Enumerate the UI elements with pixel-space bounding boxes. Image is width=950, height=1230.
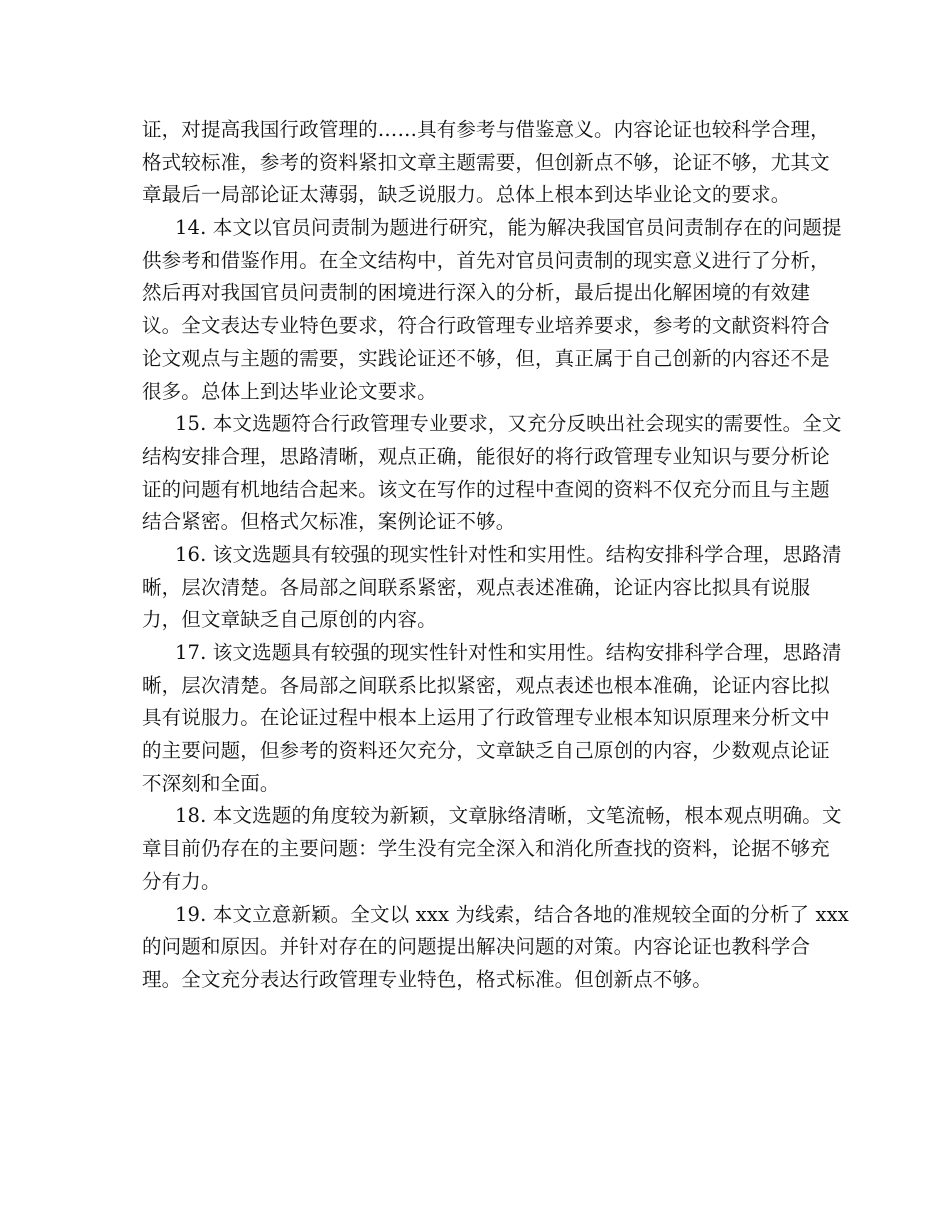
text-line: 不深刻和全面。 [142,771,280,795]
text-line: 17. 该文选题具有较强的现实性针对性和实用性。结构安排科学合理，思路清 [175,641,842,664]
text-line: 格式较标准，参考的资料紧扣文章主题需要，但创新点不够，论证不够，尤其文 [142,150,830,174]
text-line: 的主要问题，但参考的资料还欠充分，文章缺乏自己原创的内容，少数观点论证 [142,739,830,763]
text-line: 16. 该文选题具有较强的现实性针对性和实用性。结构安排科学合理，思路清 [175,542,842,566]
text-line: 证的问题有机地结合起来。该文在写作的过程中查阅的资料不仅充分而且与主题 [142,477,830,501]
text-line: 19. 本文立意新颖。全文以 xxx 为线索，结合各地的准规较全面的分析了 xxx [175,902,849,926]
text-line: 晰，层次清楚。各局部之间联系比拟紧密，观点表述也根本准确，论证内容比拟 [142,673,830,697]
text-line: 分有力。 [142,869,221,893]
text-line: 议。全文表达专业特色要求，符合行政管理专业培养要求，参考的文献资料符合 [142,314,830,338]
paragraph-15 [142,408,842,539]
paragraph-16 [142,539,842,637]
text-line: 理。全文充分表达行政管理专业特色，格式标准。但创新点不够。 [142,967,712,991]
text-line: 14. 本文以官员问责制为题进行研究，能为解决我国官员问责制存在的问题提 [175,216,842,240]
text-line: 证，对提高我国行政管理的……具有参考与借鉴意义。内容论证也较科学合理， [142,118,830,141]
text-line: 具有说服力。在论证过程中根本上运用了行政管理专业根本知识原理来分析文中 [142,706,830,730]
paragraph-19 [142,899,849,997]
paragraph-17 [142,637,842,800]
text-line: 结合紧密。但格式欠标准，案例论证不够。 [142,510,516,534]
text-line: 15. 本文选题符合行政管理专业要求，又充分反映出社会现实的需要性。全文 [175,412,842,436]
text-line: 供参考和借鉴作用。在全文结构中，首先对官员问责制的现实意义进行了分析， [142,248,830,272]
text-line: 力，但文章缺乏自己原创的内容。 [142,608,437,632]
text-line: 很多。总体上到达毕业论文要求。 [142,379,437,403]
text-line: 章最后一局部论证太薄弱，缺乏说服力。总体上根本到达毕业论文的要求。 [142,183,791,207]
paragraph-13-continuation [142,114,830,212]
text-line: 结构安排合理，思路清晰，观点正确，能很好的将行政管理专业知识与要分析论 [142,444,830,468]
paragraph-14 [142,212,842,408]
paragraph-18 [142,800,842,898]
text-line: 晰，层次清楚。各局部之间联系紧密，观点表述准确，论证内容比拟具有说服 [142,575,811,599]
document-body [142,114,849,997]
text-line: 章目前仍存在的主要问题：学生没有完全深入和消化所查找的资料，论据不够充 [142,837,830,861]
text-line: 的问题和原因。并针对存在的问题提出解决问题的对策。内容论证也教科学合 [142,935,811,959]
text-line: 18. 本文选题的角度较为新颖，文章脉络清晰，文笔流畅，根本观点明确。文 [175,804,842,828]
text-line: 然后再对我国官员问责制的困境进行深入的分析，最后提出化解困境的有效建 [142,281,811,305]
text-line: 论文观点与主题的需要，实践论证还不够，但，真正属于自己创新的内容还不是 [142,346,830,370]
